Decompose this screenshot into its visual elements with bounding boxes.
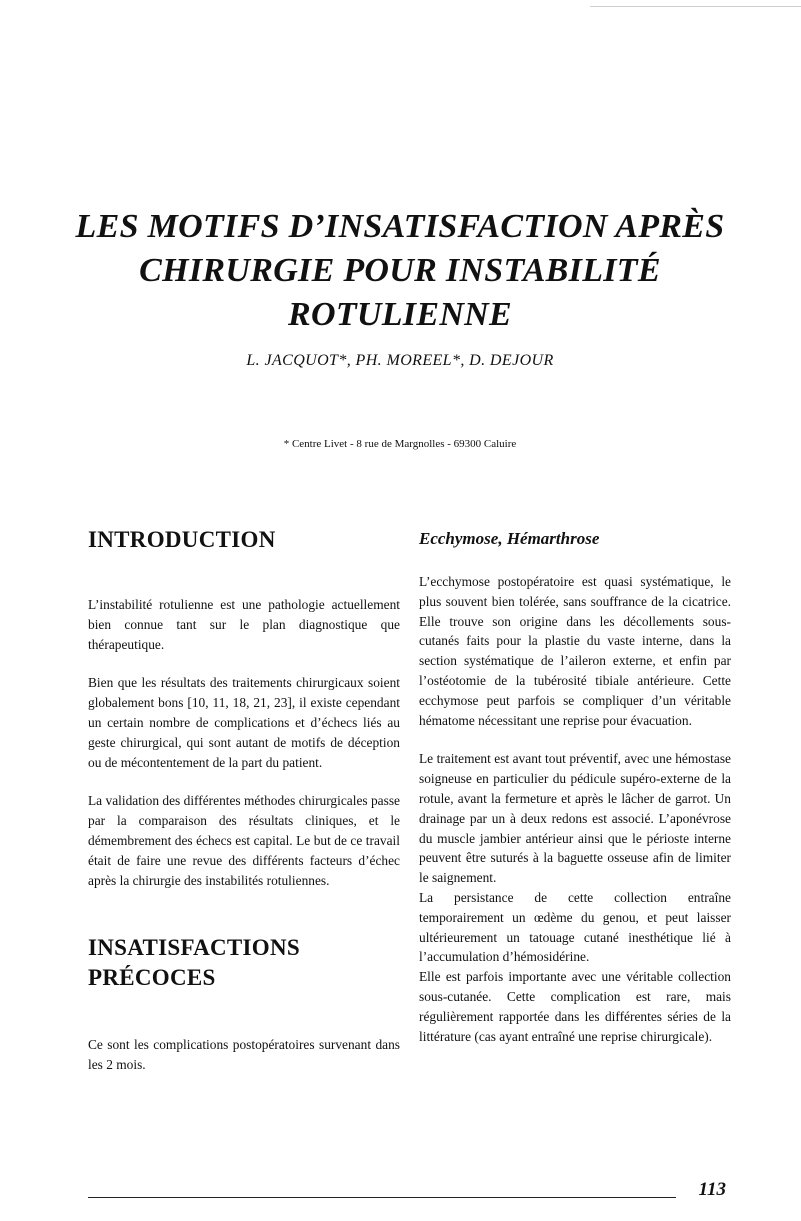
article-title xyxy=(60,205,740,337)
heading-insatisfactions-precoces xyxy=(88,933,400,993)
heading-introduction: INTRODUCTION xyxy=(88,527,276,552)
paragraph-ecchymose-4: Elle est parfois importante avec une véritable collection sous-cutanée. Cette complication est rare, mais régulièrement rapportée dans les différentes séries de la littérature (cas ayant entraîné une reprise chirurgicale). xyxy=(419,969,731,1044)
title-line-2: CHIRURGIE POUR INSTABILITÉ xyxy=(139,252,661,289)
title-line-1: LES MOTIFS D’INSATISFACTION APRÈS xyxy=(75,208,725,245)
top-edge-rule xyxy=(590,6,801,7)
paragraph-intro-2: Bien que les résultats des traitements chirurgicaux soient globalement bons [10, 11, 18, 21, 23], il existe cependant un certain nombre de complications et d’échecs liés au geste chirurgical, qui sont autant de motifs de déception ou de mécontentement de la part du patient. xyxy=(88,675,400,770)
footer-rule xyxy=(88,1197,676,1198)
left-column xyxy=(88,525,400,1075)
paragraph-intro-3: La validation des différentes méthodes chirurgicales passe par la comparaison des résultats cliniques, et le démembrement des échecs est capital. Le but de ce travail était de faire une revue des différents facteurs d’échec après la chirurgie des instabilités rotuliennes. xyxy=(88,793,400,888)
paragraph-ecchymose-2: Le traitement est avant tout préventif, avec une hémostase soigneuse en particulier du pédicule supéro-externe de la rotule, avant la fermeture et après le lâcher de garrot. Un drainage par un à deux redons est associé. L’aponévrose du muscle jambier antérieur ainsi que le périoste interne peuvent être suturés à la baguette osseuse afin de limiter le saignement. xyxy=(419,751,731,886)
affiliation: * Centre Livet - 8 rue de Margnolles - 69300 Caluire xyxy=(283,438,517,450)
title-line-3: ROTULIENNE xyxy=(287,296,513,333)
heading-insatisfactions-line-2: PRÉCOCES xyxy=(88,965,216,991)
paragraph-ecchymose-1: L’ecchymose postopératoire est quasi systématique, le plus souvent bien tolérée, sans souffrance de la cicatrice. Elle trouve son origine dans les décollements sous-cutanés faits pour la plastie du vaste interne, dans la section systématique de l’aileron externe, et enfin par l’ostéotomie de la tubérosité tibiale antérieure. Cette ecchymose peut parfois se compliquer d’un véritable hématome nécessitant une reprise pour évacuation. xyxy=(419,574,731,728)
right-column xyxy=(419,528,731,1046)
subheading-ecchymose: Ecchymose, Hémarthrose xyxy=(419,529,600,548)
page-number: 113 xyxy=(698,1179,726,1200)
paragraph-insatisfactions: Ce sont les complications postopératoires survenant dans les 2 mois. xyxy=(88,1037,400,1073)
paragraph-intro-1: L’instabilité rotulienne est une pathologie actuellement bien connue tant sur le plan diagnostique que thérapeutique. xyxy=(88,597,400,652)
heading-insatisfactions-line-1: INSATISFACTIONS xyxy=(88,935,300,961)
paragraph-ecchymose-3: La persistance de cette collection entraîne temporairement un œdème du genou, et peut laisser ultérieurement un tatouage cutané inesthétique lié à l’accumulation d’hémosidérine. xyxy=(419,889,731,965)
authors: L. JACQUOT*, PH. MOREEL*, D. DEJOUR xyxy=(246,352,554,369)
